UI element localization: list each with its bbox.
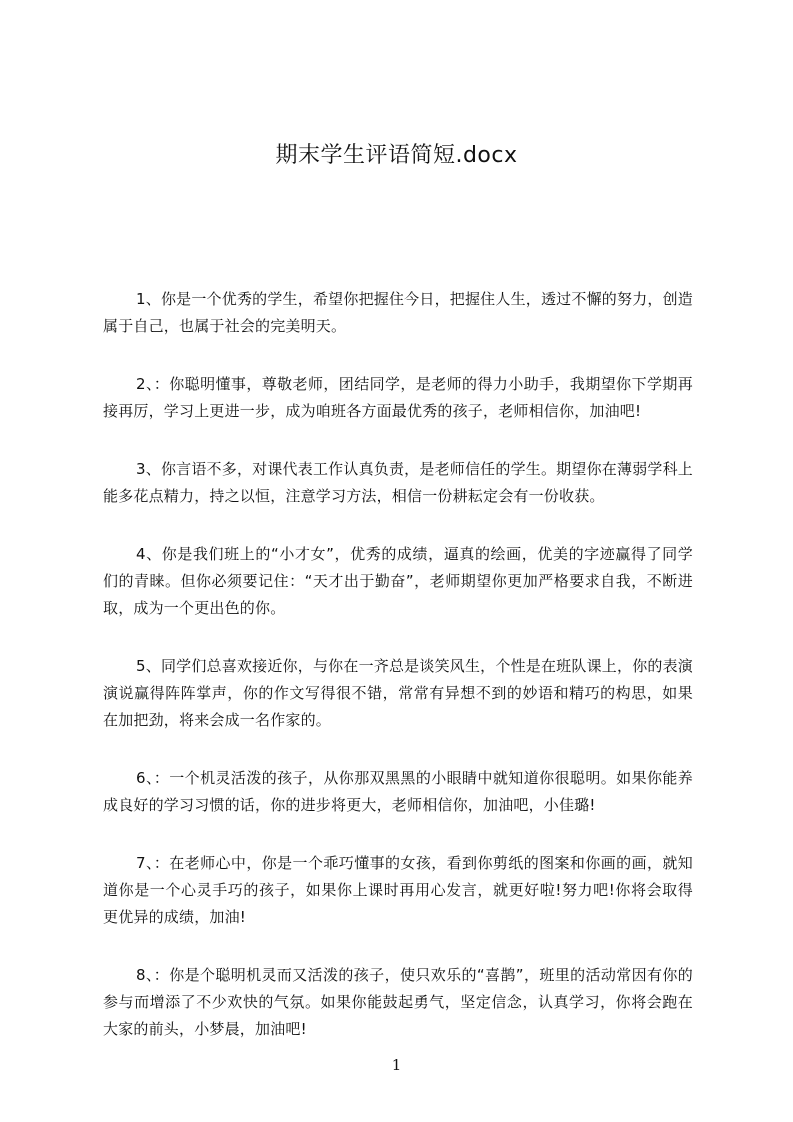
paragraph-6: 6、：一个机灵活泼的孩子，从你那双黑黑的小眼睛中就知道你很聪明。如果你能养成良好的学习习惯的话，你的进步将更大，老师相信你，加油吧，小佳璐! [103,769,693,814]
paragraph-4: 4、你是我们班上的“小才女”，优秀的成绩，逼真的绘画，优美的字迹赢得了同学们的青睐。但你必须要记住：“天才出于勤奋”，老师期望你更加严格要求自我，不断进取，成为一个更出色的你。 [103,545,693,617]
paragraph-2: 2、：你聪明懂事，尊敬老师，团结同学，是老师的得力小助手，我期望你下学期再接再厉，学习上更进一步，成为咱班各方面最优秀的孩子，老师相信你，加油吧! [103,375,693,420]
paragraph-3: 3、你言语不多，对课代表工作认真负责，是老师信任的学生。期望你在薄弱学科上能多花点精力，持之以恒，注意学习方法，相信一份耕耘定会有一份收获。 [103,460,693,505]
paragraph-7: 7、：在老师心中，你是一个乖巧懂事的女孩，看到你剪纸的图案和你画的画，就知道你是一个心灵手巧的孩子，如果你上课时再用心发言，就更好啦!努力吧!你将会取得更优异的成绩，加油! [103,854,693,926]
document-body [103,286,693,1074]
document-title: 期末学生评语简短.docx [275,143,518,168]
paragraph-5: 5、同学们总喜欢接近你，与你在一齐总是谈笑风生，个性是在班队课上，你的表演演说赢得阵阵掌声，你的作文写得很不错，常常有异想不到的妙语和精巧的构思，如果在加把劲，将来会成一名作家的。 [103,657,693,729]
paragraph-8: 8、：你是个聪明机灵而又活泼的孩子，使只欢乐的“喜鹊”，班里的活动常因有你的参与而增添了不少欢快的气氛。如果你能鼓起勇气，坚定信念，认真学习，你将会跑在大家的前头，小梦晨，加油吧! [103,966,693,1038]
page-number: 1 [391,1056,402,1074]
paragraph-1: 1、你是一个优秀的学生，希望你把握住今日，把握住人生，透过不懈的努力，创造属于自己，也属于社会的完美明天。 [103,290,693,335]
